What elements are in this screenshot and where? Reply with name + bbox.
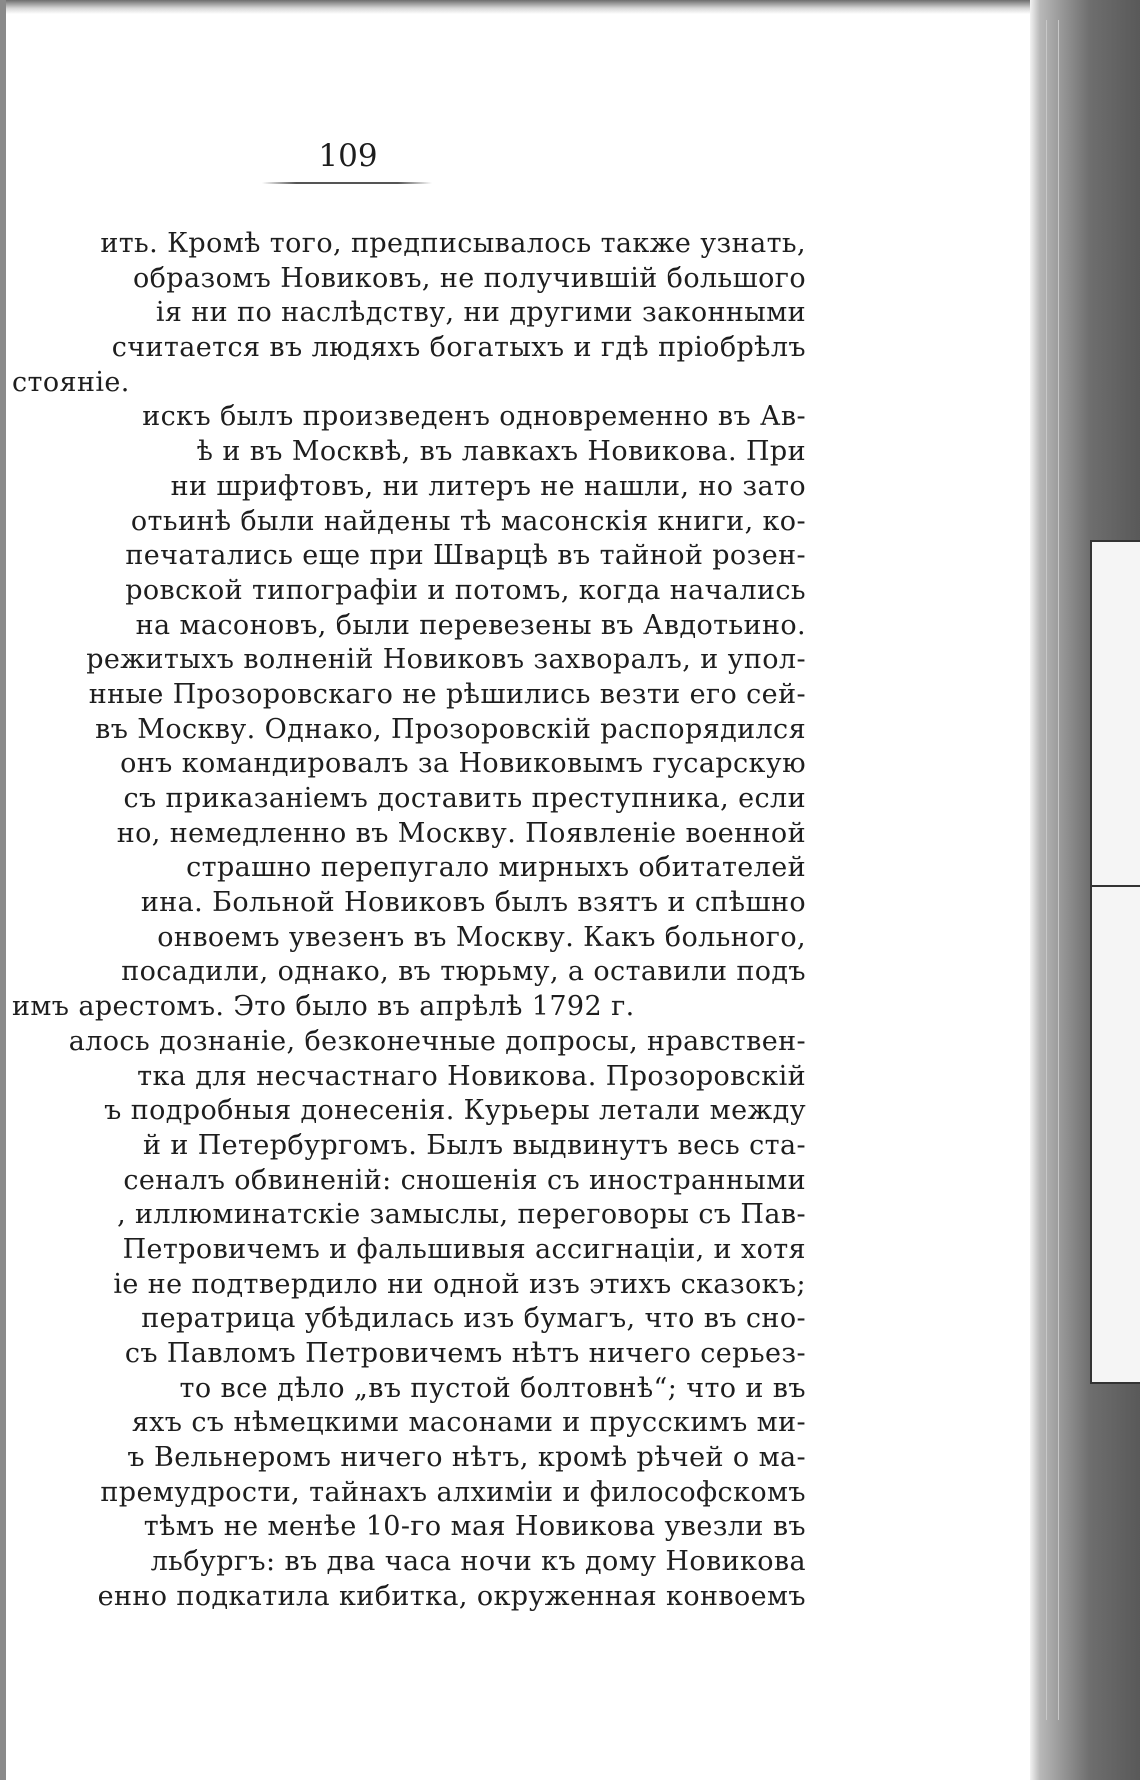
text-line: ни шрифтовъ, ни литеръ не нашли, но зато: [170, 470, 806, 502]
text-line: стояніе.: [12, 366, 130, 398]
text-line: енно подкатила кибитка, окруженная конвоемъ: [97, 1580, 806, 1612]
text-line: алось дознаніе, безконечные допросы, нравствен-: [68, 1025, 806, 1057]
text-line: ъ подробныя донесенія. Курьеры летали между: [104, 1095, 806, 1127]
text-line: ина. Больной Новиковъ былъ взятъ и спѣшно: [140, 887, 806, 919]
page-edge-line: [1046, 20, 1047, 1720]
body-text: [0, 227, 806, 1615]
text-line: отьинѣ были найдены тѣ масонскія книги, ко-: [130, 505, 806, 537]
text-line: , иллюминатскіе замыслы, переговоры съ Пав-: [117, 1199, 806, 1231]
text-line: Петровичемъ и фальшивыя ассигнаціи, и хотя: [122, 1233, 806, 1265]
text-line: образомъ Новиковъ, не получившій большого: [132, 262, 806, 294]
text-line: пepaтрица убѣдилась изъ бумагъ, что въ сно-: [141, 1303, 806, 1335]
text-line: сеналъ обвиненій: сношенія съ иностранными: [123, 1164, 806, 1196]
text-line: имъ арестомъ. Это было въ апрѣлѣ 1792 г.: [12, 991, 635, 1023]
text-line: страшно перепугало мирныхъ обитателей: [186, 852, 806, 884]
text-line: ровской типографіи и потомъ, когда начались: [125, 574, 806, 606]
text-line: искъ былъ произведенъ одновременно въ Ав-: [142, 401, 806, 433]
text-line: съ Павломъ Петровичемъ нѣтъ ничего серьез-: [124, 1338, 806, 1369]
text-line: онъ командировалъ за Новиковымъ гусарскую: [120, 748, 806, 780]
text-line: печатались еще при Шварцѣ въ тайной розен-: [125, 540, 806, 572]
text-line: въ Москву. Однако, Прозоровскій распорядился: [95, 713, 806, 745]
text-line: режитыхъ волненій Новиковъ захворалъ, и упол-: [86, 644, 806, 676]
page-number: 109: [318, 138, 378, 174]
text-line: но, немедленно въ Москву. Появленіе военной: [116, 817, 806, 849]
header-rule: [262, 182, 432, 184]
text-line: ъ Вельнеромъ ничего нѣтъ, кромѣ рѣчей о ма-: [127, 1442, 806, 1474]
scan-top-shadow: [0, 0, 1140, 14]
text-line: онвоемъ увезенъ въ Москву. Какъ больного,: [157, 921, 806, 953]
text-line: іе не подтвердило ни одной изъ этихъ сказокъ;: [113, 1268, 806, 1300]
text-line: считается въ людяхъ богатыхъ и гдѣ пріобрѣлъ: [111, 332, 806, 364]
underlying-sheet: [1090, 540, 1140, 1384]
text-line: тка для несчастнаго Новикова. Прозоровскій: [137, 1060, 806, 1092]
text-line: то все дѣло „въ пустой болтовнѣ“; что и въ: [179, 1372, 806, 1404]
underlying-sheet-line: [1090, 885, 1140, 887]
text-line: ить. Кромѣ того, предписывалось также узнать,: [100, 228, 806, 259]
text-line: й и Петербургомъ. Былъ выдвинутъ весь ста-: [142, 1129, 806, 1161]
text-line: посадили, однако, въ тюрьму, а оставили подъ: [121, 956, 806, 988]
text-line: нные Прозоровскаго не рѣшились везти его сей-: [88, 678, 806, 710]
text-line: тѣмъ не менѣе 10-го мая Новикова увезли въ: [143, 1511, 806, 1543]
page-edge-line: [1058, 20, 1059, 1720]
text-line: премудрости, тайнахъ алхиміи и философскомъ: [100, 1476, 806, 1508]
text-line: ія ни по наслѣдству, ни другими законными: [155, 297, 806, 329]
text-line: яхъ съ нѣмецкими масонами и прусскимъ ми-: [131, 1407, 806, 1439]
text-line: на масоновъ, были перевезены въ Авдотьино.: [135, 609, 806, 641]
text-line: съ приказаніемъ доставить преступника, если: [123, 783, 806, 814]
text-line: льбургъ: въ два часа ночи къ дому Новикова: [150, 1546, 806, 1578]
text-line: ѣ и въ Москвѣ, въ лавкахъ Новикова. При: [196, 436, 806, 468]
